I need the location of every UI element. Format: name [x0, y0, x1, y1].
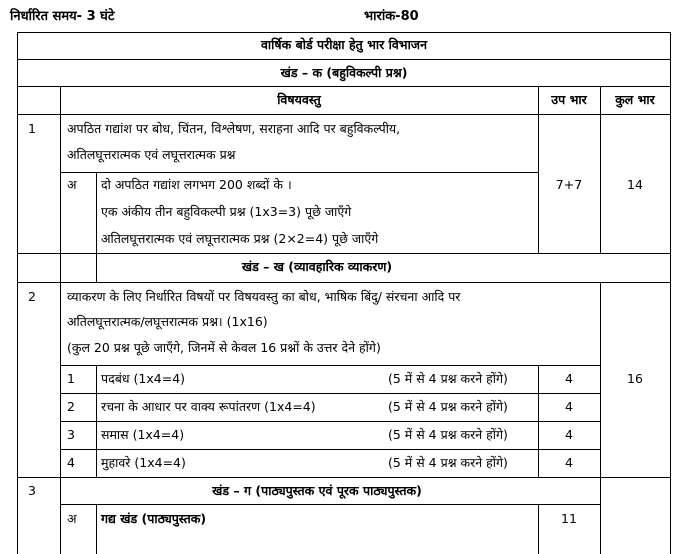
section-c-sub-title: गद्य खंड (पाठ्यपुस्तक) [101, 511, 207, 526]
row-weight: 4 [565, 455, 573, 470]
section-c-number: 3 [28, 483, 36, 498]
row-topic: पदबंध (1x4=4) [101, 371, 186, 386]
section-a-sub-line2: एक अंकीय तीन बहुविकल्पी प्रश्न (1x3=3) पूछे जाएँगे [101, 204, 352, 219]
section-a-title: खंड – क (बहुविकल्पी प्रश्न) [280, 65, 408, 80]
column-header-content: विषयवस्तु [277, 92, 321, 107]
section-a-sub-label: अ [67, 177, 77, 192]
row-number: 2 [67, 399, 75, 414]
column-header-total-weight: कुल भार [615, 92, 655, 107]
row-number: 4 [67, 455, 75, 470]
section-b-desc-line2: अतिलघूत्तरात्मक/लघूत्तरात्मक प्रश्न। (1x16) [67, 314, 268, 329]
section-b-title: खंड – ख (व्यावहारिक व्याकरण) [241, 259, 393, 274]
section-a-desc-line2: अतिलघूत्तरात्मक एवं लघूत्तरात्मक प्रश्न [67, 147, 236, 162]
total-marks: भारांक-80 [364, 9, 419, 24]
row-topic: समास (1x4=4) [101, 427, 185, 442]
section-b-desc-line3: (कुल 20 प्रश्न पूछे जाएँगे, जिनमें से केवल 16 प्रश्नों के उत्तर देने होंगे) [67, 340, 381, 355]
row-weight: 4 [565, 427, 573, 442]
section-c-sub-weight: 11 [561, 511, 577, 526]
section-b-desc-line1: व्याकरण के लिए निर्धारित विषयों पर विषयवस्तु का बोध, भाषिक बिंदु/ संरचना आदि पर [67, 289, 461, 304]
row-weight: 4 [565, 371, 573, 386]
section-b-total-weight: 16 [627, 371, 643, 386]
section-a-sub-weight: 7+7 [555, 177, 583, 192]
table-title: वार्षिक बोर्ड परीक्षा हेतु भार विभाजन [260, 37, 428, 52]
row-note: (5 में से 4 प्रश्न करने होंगे) [388, 455, 508, 470]
section-a-number: 1 [28, 121, 36, 136]
section-c-title: खंड – ग (पाठ्यपुस्तक एवं पूरक पाठ्यपुस्तक) [212, 483, 422, 498]
row-weight: 4 [565, 399, 573, 414]
row-note: (5 में से 4 प्रश्न करने होंगे) [388, 427, 508, 442]
column-header-sub-weight: उप भार [551, 92, 587, 107]
section-b-number: 2 [28, 289, 36, 304]
section-a-sub-line3: अतिलघूत्तरात्मक एवं लघूत्तरात्मक प्रश्न (2×2=4) पूछे जाएँगे [101, 231, 379, 246]
section-a-total-weight: 14 [627, 177, 643, 192]
row-number: 1 [67, 371, 75, 386]
row-note: (5 में से 4 प्रश्न करने होंगे) [388, 371, 508, 386]
exam-duration: निर्धारित समय- 3 घंटे [10, 9, 115, 24]
section-a-desc-line1: अपठित गद्यांश पर बोध, चिंतन, विश्लेषण, सराहना आदि पर बहुविकल्पीय, [67, 121, 401, 136]
row-topic: मुहावरे (1x4=4) [101, 455, 186, 470]
row-topic: रचना के आधार पर वाक्य रूपांतरण (1x4=4) [101, 399, 316, 414]
section-a-sub-line1: दो अपठित गद्यांश लगभग 200 शब्दों के । [101, 177, 292, 192]
row-note: (5 में से 4 प्रश्न करने होंगे) [388, 399, 508, 414]
row-number: 3 [67, 427, 75, 442]
section-c-sub-label: अ [67, 511, 77, 526]
